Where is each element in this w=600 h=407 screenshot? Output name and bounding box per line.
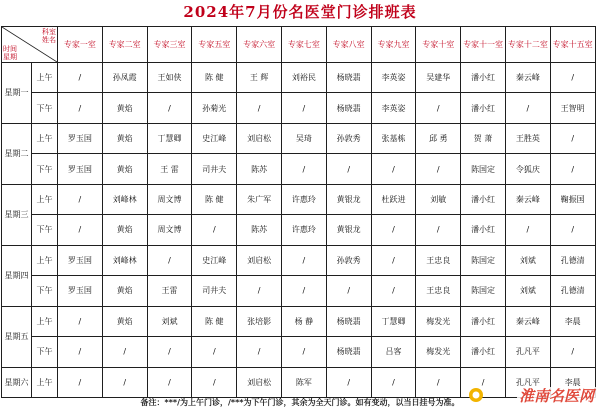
- weekday-label: 星期六: [2, 367, 32, 397]
- schedule-row: [2, 367, 596, 397]
- doctor-cell: /: [281, 154, 326, 184]
- doctor-cell: /: [58, 93, 103, 123]
- doctor-cell: 王 辉: [237, 63, 282, 93]
- doctor-cell: 孙凤霞: [102, 63, 147, 93]
- doctor-cell: 李英姿: [371, 93, 416, 123]
- period-label: 上午: [32, 245, 58, 275]
- period-label: 下午: [32, 276, 58, 306]
- footnote: 备注：***/为上午门诊，/***为下午门诊，其余为全天门诊。如有变动，以当日挂号为准。: [140, 398, 460, 407]
- doctor-cell: 王 雷: [147, 154, 192, 184]
- doctor-cell: 孔德清: [550, 245, 595, 275]
- doctor-cell: 王忠良: [416, 276, 461, 306]
- doctor-cell: /: [505, 215, 550, 245]
- doctor-cell: /: [371, 245, 416, 275]
- doctor-cell: 刘启松: [237, 123, 282, 153]
- doctor-cell: 丁慧卿: [147, 123, 192, 153]
- doctor-cell: 罗玉国: [58, 123, 103, 153]
- weekday-label: 星期二: [2, 123, 32, 184]
- doctor-cell: /: [192, 337, 237, 367]
- doctor-cell: 梅发光: [416, 306, 461, 336]
- doctor-cell: 李晨: [550, 306, 595, 336]
- room-header: 专家十二室: [505, 27, 550, 63]
- doctor-cell: /: [192, 215, 237, 245]
- doctor-cell: 黄焰: [102, 93, 147, 123]
- doctor-cell: 黄焰: [102, 306, 147, 336]
- doctor-cell: /: [371, 154, 416, 184]
- doctor-cell: 孙菊光: [192, 93, 237, 123]
- doctor-cell: /: [371, 276, 416, 306]
- doctor-cell: /: [147, 245, 192, 275]
- doctor-cell: 潘小红: [461, 184, 506, 214]
- doctor-cell: 陈苏: [237, 154, 282, 184]
- doctor-cell: 黄银龙: [326, 184, 371, 214]
- schedule-row: [2, 154, 596, 184]
- doctor-cell: /: [550, 123, 595, 153]
- weekday-label: 星期一: [2, 63, 32, 124]
- doctor-cell: 王雷: [147, 276, 192, 306]
- doctor-cell: 邱 勇: [416, 123, 461, 153]
- doctor-cell: 刘裕民: [281, 63, 326, 93]
- doctor-cell: /: [550, 337, 595, 367]
- doctor-cell: /: [281, 276, 326, 306]
- schedule-row: [2, 93, 596, 123]
- doctor-cell: 黄焰: [102, 276, 147, 306]
- doctor-cell: 孙敦秀: [326, 245, 371, 275]
- period-label: 下午: [32, 215, 58, 245]
- doctor-cell: 陈军: [281, 367, 326, 397]
- doctor-cell: 陈国定: [461, 276, 506, 306]
- room-header: 专家八室: [326, 27, 371, 63]
- schedule-table: [1, 26, 596, 398]
- period-label: 上午: [32, 306, 58, 336]
- doctor-cell: 梅发光: [416, 337, 461, 367]
- doctor-cell: 史江峰: [192, 245, 237, 275]
- doctor-cell: 孔凡平: [505, 337, 550, 367]
- doctor-cell: /: [326, 367, 371, 397]
- room-header: 专家十一室: [461, 27, 506, 63]
- doctor-cell: 刘斌: [505, 276, 550, 306]
- doctor-cell: 罗玉国: [58, 154, 103, 184]
- doctor-cell: 李晨: [550, 367, 595, 397]
- doctor-cell: 杨晓翡: [326, 337, 371, 367]
- doctor-cell: 刘峰林: [102, 245, 147, 275]
- doctor-cell: 杨晓翡: [326, 93, 371, 123]
- schedule-body: [2, 63, 596, 398]
- doctor-cell: 刘启松: [237, 245, 282, 275]
- doctor-cell: /: [281, 93, 326, 123]
- doctor-cell: 秦云峰: [505, 184, 550, 214]
- doctor-cell: /: [416, 367, 461, 397]
- doctor-cell: 黄焰: [102, 123, 147, 153]
- doctor-cell: /: [505, 93, 550, 123]
- doctor-cell: 周文博: [147, 184, 192, 214]
- doctor-cell: /: [371, 367, 416, 397]
- room-header: 专家六室: [237, 27, 282, 63]
- doctor-cell: /: [550, 215, 595, 245]
- schedule-row: [2, 215, 596, 245]
- period-label: 下午: [32, 337, 58, 367]
- doctor-cell: 吴琦: [281, 123, 326, 153]
- schedule-row: [2, 63, 596, 93]
- doctor-cell: 孔凡平: [505, 367, 550, 397]
- schedule-row: [2, 123, 596, 153]
- doctor-cell: 陈 健: [192, 63, 237, 93]
- doctor-cell: 司井夫: [192, 276, 237, 306]
- weekday-label: 星期四: [2, 245, 32, 306]
- watermark: 淮南名医网: [518, 387, 594, 405]
- doctor-cell: 陈 健: [192, 184, 237, 214]
- weekday-label: 星期三: [2, 184, 32, 245]
- room-header: 专家一室: [58, 27, 103, 63]
- doctor-cell: 秦云峰: [505, 63, 550, 93]
- room-header: 专家十五室: [550, 27, 595, 63]
- doctor-cell: 秦云峰: [505, 306, 550, 336]
- corner-label-room: 科室 姓名: [42, 28, 56, 44]
- doctor-cell: /: [102, 337, 147, 367]
- doctor-cell: 潘小红: [461, 215, 506, 245]
- doctor-cell: 许惠玲: [281, 215, 326, 245]
- doctor-cell: /: [147, 367, 192, 397]
- doctor-cell: /: [326, 154, 371, 184]
- schedule-row: [2, 306, 596, 336]
- doctor-cell: /: [371, 215, 416, 245]
- period-label: 上午: [32, 123, 58, 153]
- doctor-cell: /: [237, 337, 282, 367]
- schedule-row: [2, 184, 596, 214]
- doctor-cell: 周文博: [147, 215, 192, 245]
- doctor-cell: 朱广军: [237, 184, 282, 214]
- doctor-cell: 杨 静: [281, 306, 326, 336]
- room-header: 专家十室: [416, 27, 461, 63]
- doctor-cell: 罗玉国: [58, 245, 103, 275]
- doctor-cell: 李英姿: [371, 63, 416, 93]
- doctor-cell: /: [550, 154, 595, 184]
- page-title: 2024年7月份名医堂门诊排班表: [183, 3, 417, 21]
- doctor-cell: 陈国定: [461, 245, 506, 275]
- period-label: 下午: [32, 154, 58, 184]
- period-label: 上午: [32, 184, 58, 214]
- doctor-cell: 黄焰: [102, 215, 147, 245]
- doctor-cell: /: [416, 215, 461, 245]
- doctor-cell: 陈苏: [237, 215, 282, 245]
- doctor-cell: 王忠良: [416, 245, 461, 275]
- doctor-cell: 令狐庆: [505, 154, 550, 184]
- doctor-cell: /: [58, 63, 103, 93]
- doctor-cell: /: [550, 63, 595, 93]
- doctor-cell: 吕客: [371, 337, 416, 367]
- doctor-cell: 潘小红: [461, 63, 506, 93]
- doctor-cell: 罗玉国: [58, 276, 103, 306]
- doctor-cell: 贺 萧: [461, 123, 506, 153]
- doctor-cell: /: [147, 337, 192, 367]
- doctor-cell: 刘敏: [416, 184, 461, 214]
- doctor-cell: 司井夫: [192, 154, 237, 184]
- doctor-cell: 刘峰林: [102, 184, 147, 214]
- doctor-cell: /: [102, 367, 147, 397]
- doctor-cell: 王如侠: [147, 63, 192, 93]
- doctor-cell: 丁慧卿: [371, 306, 416, 336]
- doctor-cell: 王胜英: [505, 123, 550, 153]
- doctor-cell: 杜跃进: [371, 184, 416, 214]
- doctor-cell: 鞠振国: [550, 184, 595, 214]
- doctor-cell: 刘启松: [237, 367, 282, 397]
- doctor-cell: /: [147, 93, 192, 123]
- doctor-cell: 张培影: [237, 306, 282, 336]
- doctor-cell: 陈国定: [461, 154, 506, 184]
- doctor-cell: 黄焰: [102, 154, 147, 184]
- doctor-cell: /: [58, 184, 103, 214]
- room-header: 专家九室: [371, 27, 416, 63]
- doctor-cell: 潘小红: [461, 337, 506, 367]
- doctor-cell: 许惠玲: [281, 184, 326, 214]
- corner-label-time: 时间 星期: [3, 45, 17, 61]
- doctor-cell: 刘斌: [147, 306, 192, 336]
- doctor-cell: /: [416, 93, 461, 123]
- watermark-logo-icon: [468, 387, 484, 403]
- header-corner: [2, 27, 58, 63]
- weekday-label: 星期五: [2, 306, 32, 367]
- doctor-cell: 潘小红: [461, 93, 506, 123]
- doctor-cell: /: [58, 337, 103, 367]
- doctor-cell: /: [461, 367, 506, 397]
- doctor-cell: /: [416, 154, 461, 184]
- doctor-cell: 张基栋: [371, 123, 416, 153]
- doctor-cell: /: [237, 276, 282, 306]
- doctor-cell: /: [192, 367, 237, 397]
- period-label: 上午: [32, 367, 58, 397]
- doctor-cell: 史江峰: [192, 123, 237, 153]
- doctor-cell: 杨晓翡: [326, 306, 371, 336]
- room-header: 专家七室: [281, 27, 326, 63]
- header-row: [2, 27, 596, 63]
- room-header: 专家三室: [147, 27, 192, 63]
- doctor-cell: 潘小红: [461, 306, 506, 336]
- doctor-cell: 王智明: [550, 93, 595, 123]
- doctor-cell: /: [281, 337, 326, 367]
- doctor-cell: 黄银龙: [326, 215, 371, 245]
- doctor-cell: 孔德清: [550, 276, 595, 306]
- period-label: 下午: [32, 93, 58, 123]
- doctor-cell: /: [281, 245, 326, 275]
- room-header: 专家五室: [192, 27, 237, 63]
- doctor-cell: 刘斌: [505, 245, 550, 275]
- doctor-cell: 吴建华: [416, 63, 461, 93]
- doctor-cell: 孙敦秀: [326, 123, 371, 153]
- doctor-cell: /: [58, 215, 103, 245]
- doctor-cell: 陈 健: [192, 306, 237, 336]
- doctor-cell: /: [237, 93, 282, 123]
- doctor-cell: /: [326, 276, 371, 306]
- schedule-row: [2, 245, 596, 275]
- schedule-row: [2, 337, 596, 367]
- doctor-cell: /: [58, 306, 103, 336]
- period-label: 上午: [32, 63, 58, 93]
- room-header: 专家二室: [102, 27, 147, 63]
- doctor-cell: /: [58, 367, 103, 397]
- doctor-cell: 杨晓翡: [326, 63, 371, 93]
- schedule-row: [2, 276, 596, 306]
